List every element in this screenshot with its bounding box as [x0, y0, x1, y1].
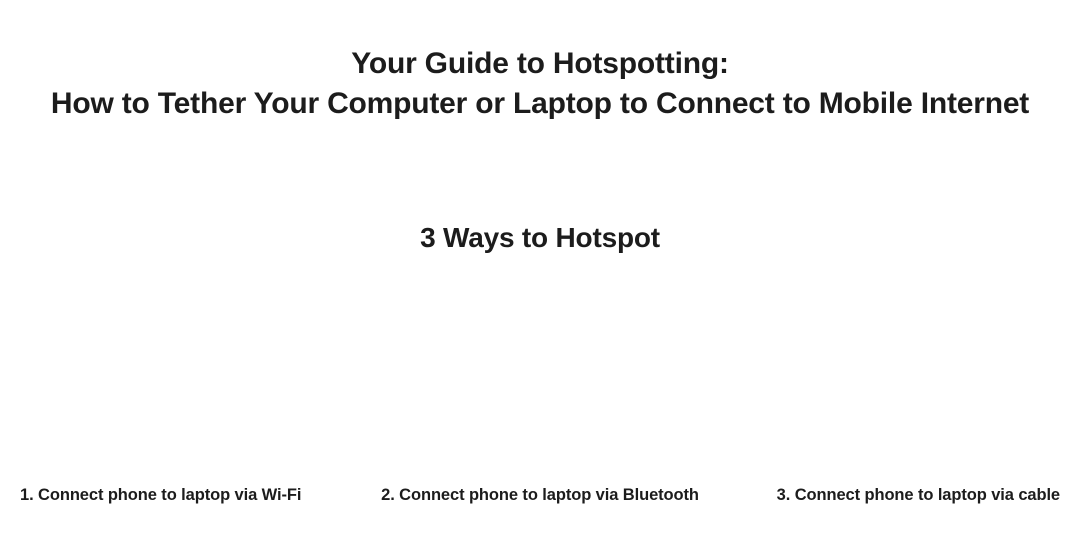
step-item-1 [0, 484, 361, 506]
page-title [0, 44, 1080, 124]
step-caption-2: 2. Connect phone to laptop via Bluetooth [381, 486, 699, 504]
step-item-2 [361, 484, 720, 506]
steps-row [0, 484, 1080, 506]
step-caption-1: 1. Connect phone to laptop via Wi-Fi [20, 486, 302, 504]
title-line-2: How to Tether Your Computer or Laptop to Connect to Mobile Internet [50, 87, 1030, 120]
title-line-1: Your Guide to Hotspotting: [351, 47, 729, 80]
section-heading: 3 Ways to Hotspot [420, 222, 660, 253]
step-item-3 [719, 484, 1080, 506]
step-caption-3: 3. Connect phone to laptop via cable [776, 486, 1061, 504]
